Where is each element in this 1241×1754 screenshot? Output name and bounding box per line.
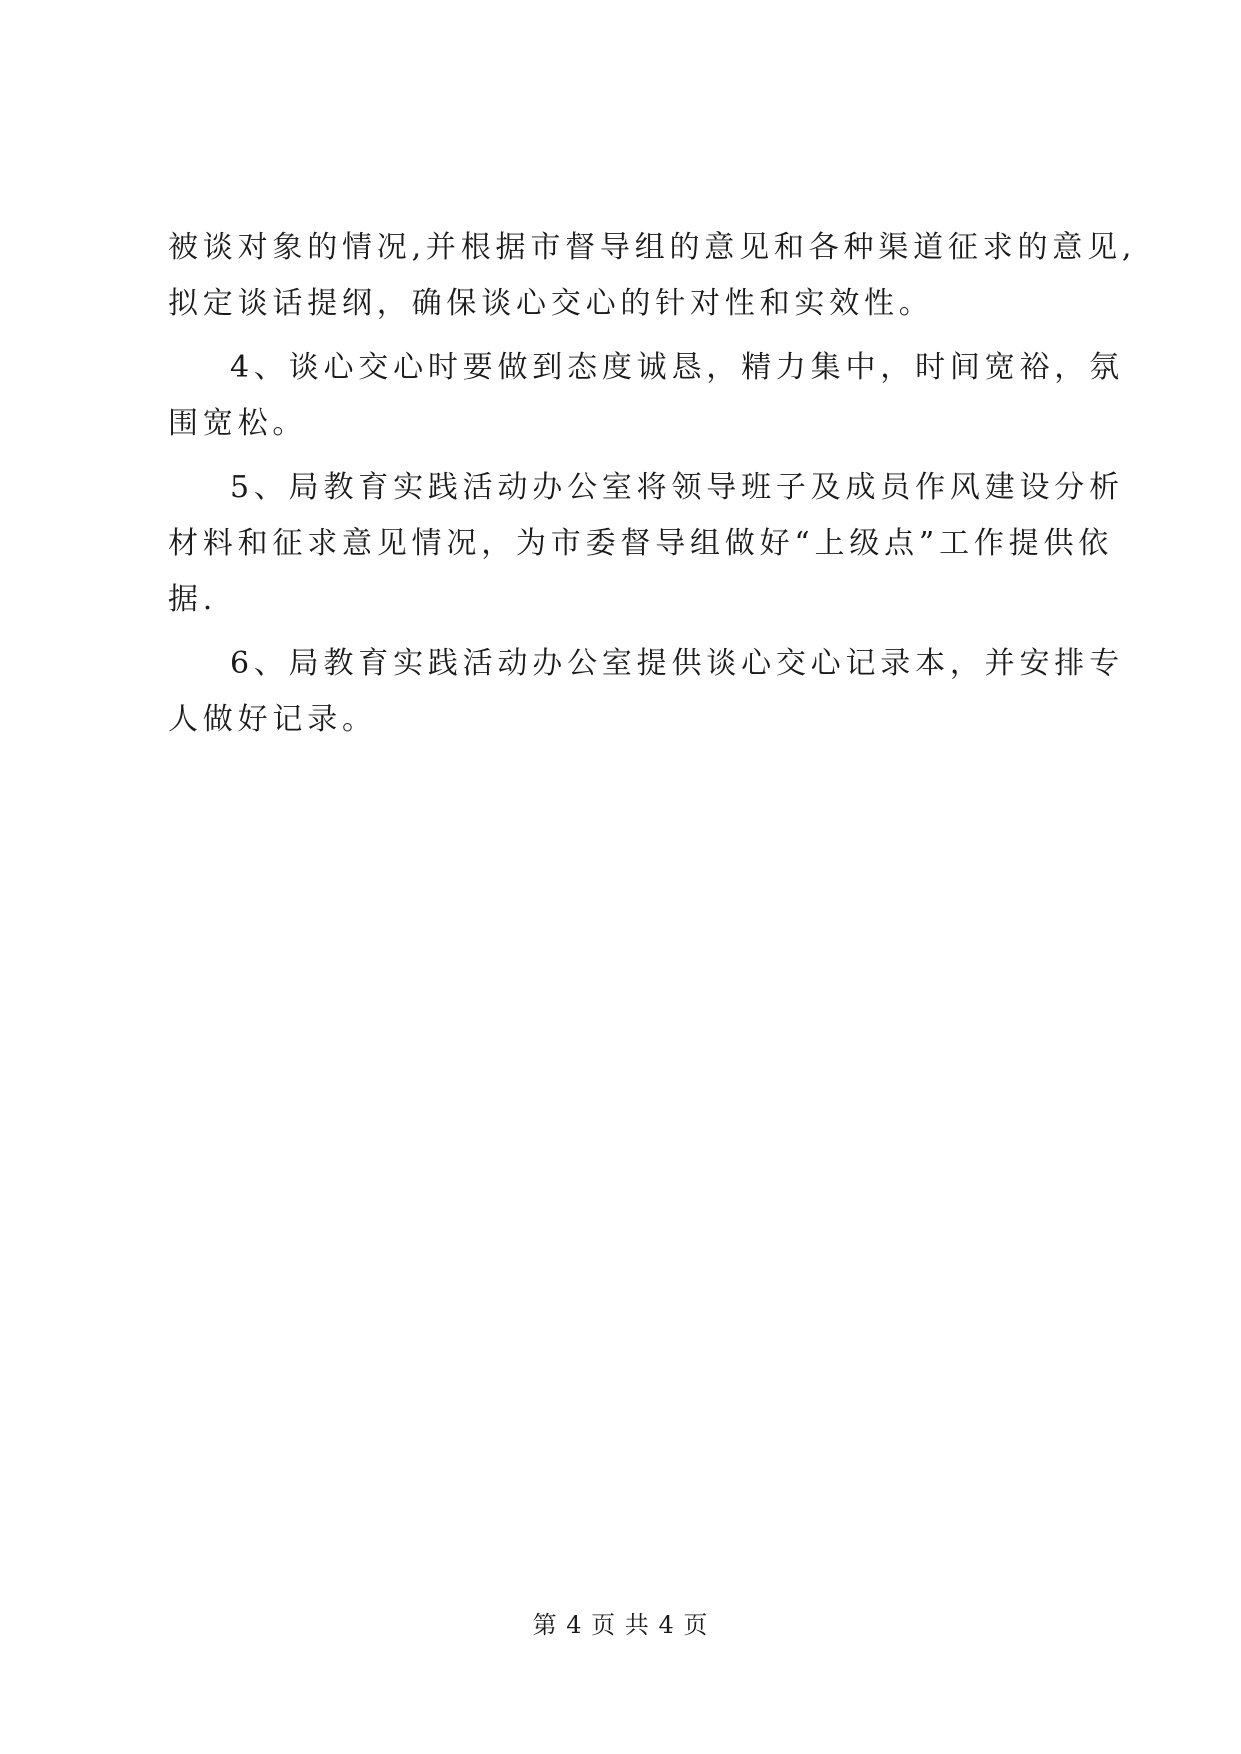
paragraph-4-line-2: 人做好记录。 xyxy=(168,702,377,737)
paragraph-2-line-1: 4、谈心交心时要做到态度诚恳，精力集中，时间宽裕，氛 xyxy=(230,350,1124,385)
paragraph-2-line-2: 围宽松。 xyxy=(168,406,308,441)
paragraph-3-line-3: 据. xyxy=(168,582,218,617)
paragraph-1-line-2: 拟定谈话提纲，确保谈心交心的针对性和实效性。 xyxy=(168,286,934,321)
paragraph-3-line-1: 5、局教育实践活动办公室将领导班子及成员作风建设分析 xyxy=(230,470,1124,505)
paragraph-4-line-1: 6、局教育实践活动办公室提供谈心交心记录本，并安排专 xyxy=(230,646,1124,681)
paragraph-1-line-1: 被谈对象的情况,并根据市督导组的意见和各种渠道征求的意见, xyxy=(168,230,1137,265)
page-number-footer: 第 4 页 共 4 页 xyxy=(532,1611,709,1639)
paragraph-3-line-2: 材料和征求意见情况，为市委督导组做好“上级点”工作提供依 xyxy=(168,526,1114,561)
